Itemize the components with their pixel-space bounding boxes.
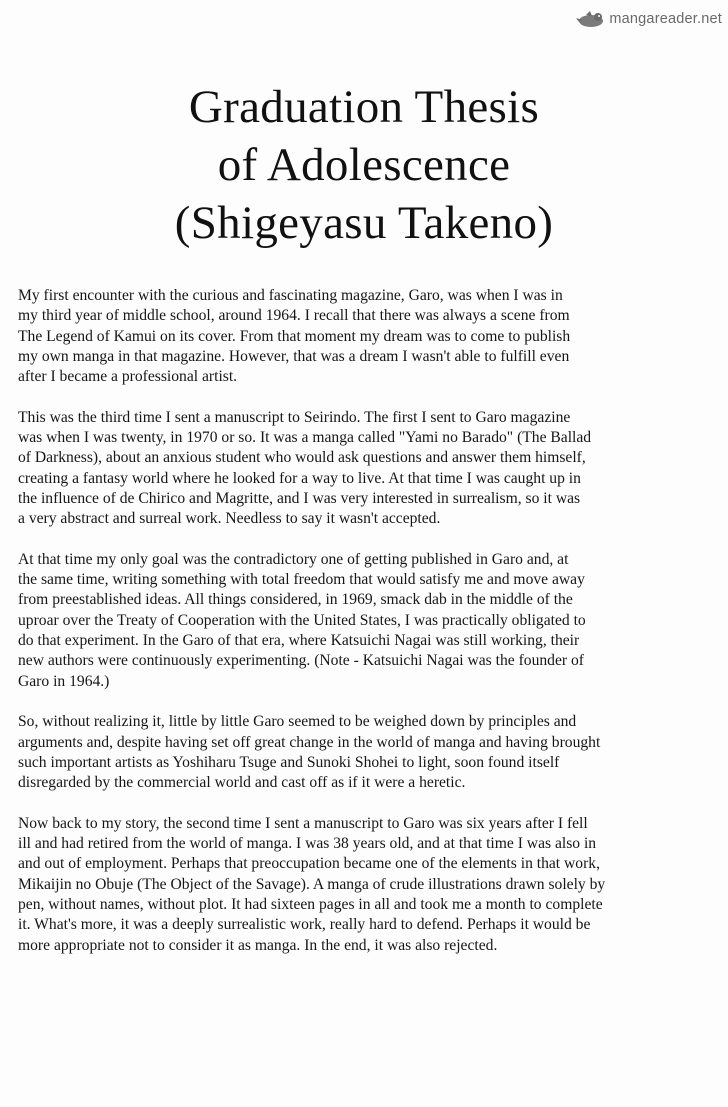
text-line: arguments and, despite having set off great change in the world of manga and having brought <box>18 733 601 751</box>
paragraph-1 <box>18 286 718 387</box>
text-line: my third year of middle school, around 1964. I recall that there was always a scene from <box>18 307 570 325</box>
text-line: pen, without names, without plot. It had sixteen pages in all and took me a month to complete <box>18 895 603 913</box>
site-watermark <box>576 8 722 30</box>
title-line: (Shigeyasu Takeno) <box>174 197 554 249</box>
text-line: disregarded by the commercial world and cast off as if it were a heretic. <box>18 774 466 792</box>
text-line: Now back to my story, the second time I sent a manuscript to Garo was six years after I fell <box>18 814 588 832</box>
text-line: it. What's more, it was a deeply surrealistic work, really hard to defend. Perhaps it would be <box>18 916 591 934</box>
watermark-text: mangareader.net <box>609 11 722 27</box>
text-line: more appropriate not to consider it as manga. In the end, it was also rejected. <box>18 936 498 954</box>
essay-body <box>18 286 718 976</box>
paragraph-3 <box>18 550 718 692</box>
text-line: the influence of de Chirico and Magritte, and I was very interested in surrealism, so it was <box>18 489 581 507</box>
text-line: do that experiment. In the Garo of that era, where Katsuichi Nagai was still working, their <box>18 632 580 650</box>
text-line: My first encounter with the curious and fascinating magazine, Garo, was when I was in <box>18 287 563 304</box>
text-line: new authors were continuously experimenting. (Note - Katsuichi Nagai was the founder of <box>18 652 584 670</box>
text-line: Mikaijin no Obuje (The Object of the Savage). A manga of crude illustrations drawn solely by <box>18 875 606 893</box>
text-line: The Legend of Kamui on its cover. From that moment my dream was to come to publish <box>18 327 571 345</box>
text-line: the same time, writing something with total freedom that would satisfy me and move away <box>18 571 585 589</box>
text-line: my own manga in that magazine. However, that was a dream I wasn't able to fulfill even <box>18 347 570 365</box>
text-line: ill and had retired from the world of manga. I was 38 years old, and at that time I was also in <box>18 835 597 853</box>
text-line: This was the third time I sent a manuscript to Seirindo. The first I sent to Garo magazine <box>18 408 571 426</box>
title-line: of Adolescence <box>217 139 511 191</box>
paragraph-5 <box>18 814 718 956</box>
text-line: such important artists as Yoshiharu Tsuge and Sunoki Shohei to light, soon found itself <box>18 753 560 771</box>
text-line: was when I was twenty, in 1970 or so. It was a manga called "Yami no Barado" (The Ballad <box>18 429 592 447</box>
text-line: and out of employment. Perhaps that preoccupation became one of the elements in that work, <box>18 855 600 873</box>
text-line: Garo in 1964.) <box>18 672 110 690</box>
text-line: So, without realizing it, little by little Garo seemed to be weighed down by principles and <box>18 713 577 731</box>
text-line: uproar over the Treaty of Cooperation with the United States, I was practically obligated to <box>18 611 586 629</box>
paragraph-2 <box>18 408 718 530</box>
text-line: creating a fantasy world where he looked for a way to live. At that time I was caught up in <box>18 469 581 487</box>
text-line: At that time my only goal was the contradictory one of getting published in Garo and, at <box>18 550 569 568</box>
text-line: a very abstract and surreal work. Needless to say it wasn't accepted. <box>18 510 441 528</box>
paragraph-4 <box>18 712 718 793</box>
text-line: after I became a professional artist. <box>18 368 238 386</box>
page-title <box>0 78 728 252</box>
title-line: Graduation Thesis <box>188 81 540 133</box>
text-line: of Darkness), about an anxious student who would ask questions and answer them himself, <box>18 449 586 467</box>
text-line: from preestablished ideas. All things considered, in 1969, smack dab in the middle of the <box>18 591 573 609</box>
watermark-logo-icon <box>576 9 606 29</box>
